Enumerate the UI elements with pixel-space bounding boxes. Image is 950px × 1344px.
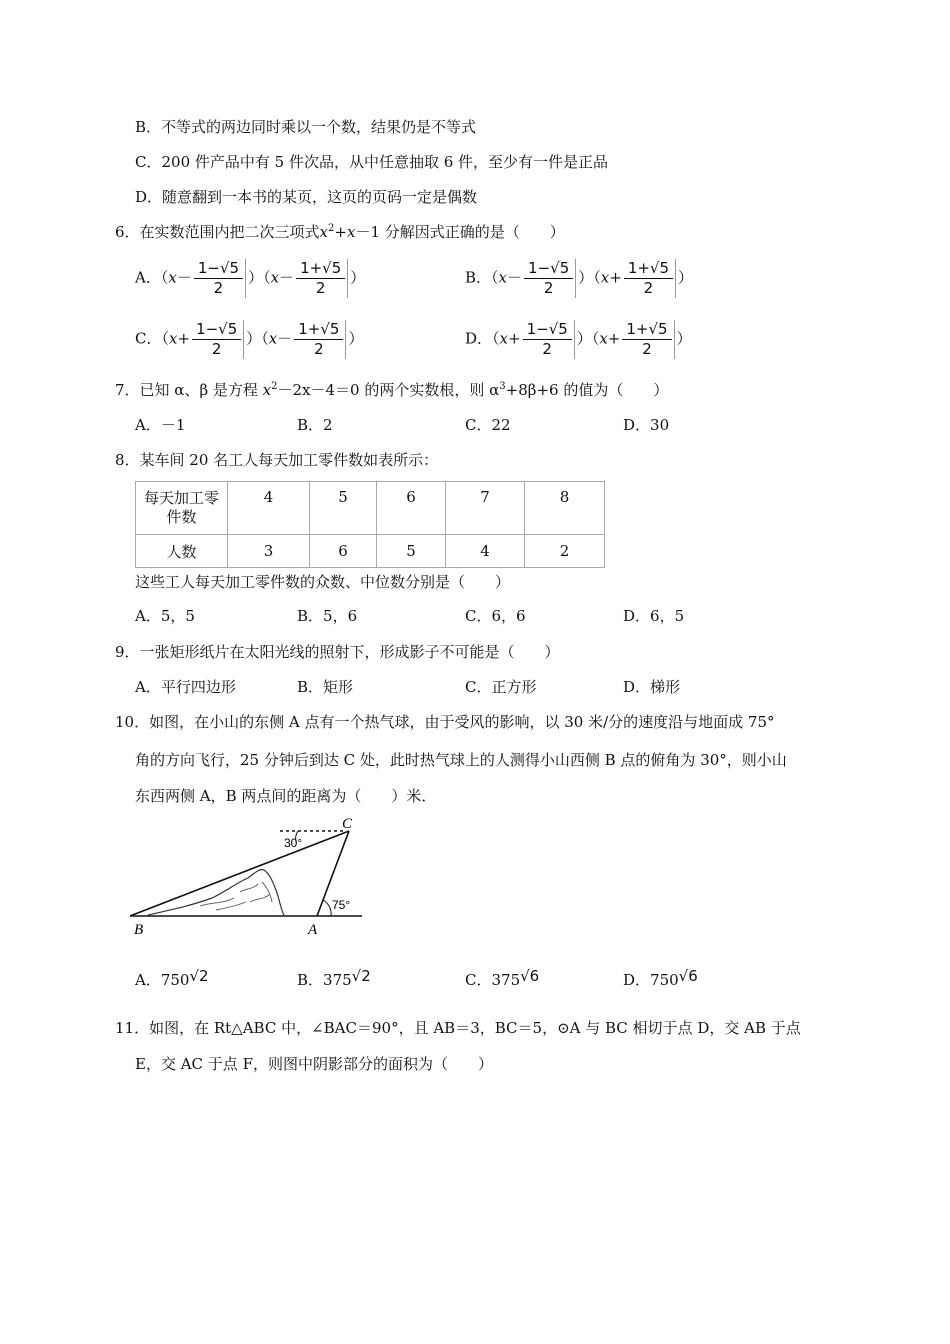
q11-line-1: 11．如图，在 Rt△ABC 中，∠BAC＝90°，且 AB＝3，BC＝5，⊙A 与 BC 相切于点 D，交 AB 于点	[115, 1019, 801, 1037]
q7-option-d: D．30	[623, 416, 670, 434]
denominator: 2	[542, 340, 552, 358]
q10-line-2: 角的方向飞行，25 分钟后到达 C 处，此时热气球上的人测得小山西侧 B 点的俯角为 30°，则小山	[135, 751, 787, 769]
denominator: 2	[642, 340, 652, 358]
fraction	[192, 320, 244, 359]
table-cell: 5	[310, 482, 377, 535]
q6-option-d: D．（x+ $\frac{1-√5}{2}$ ）（x+ $\frac{1+√5}{2}$ ）	[465, 320, 692, 358]
q6-stem-end: 分解因式正确的是（ ）	[384, 223, 565, 241]
sqrt-2: √2	[189, 967, 209, 985]
sqrt-6: √6	[520, 967, 540, 985]
numerator: 1−√5	[523, 320, 572, 340]
q6-option-b: B．（x－ $\frac{1-√5}{2}$ ）（x+ $\frac{1+√5}{2}$ ）	[465, 259, 694, 297]
table-row	[136, 482, 605, 535]
denominator: 2	[213, 279, 224, 297]
label-a: A	[308, 922, 318, 938]
q8-table	[135, 481, 605, 568]
q8-option-a: A．5，5	[135, 607, 195, 625]
q8-question: 这些工人每天加工零件数的众数、中位数分别是（ ）	[135, 573, 511, 591]
table-header-cell	[136, 482, 228, 535]
q7-stem: 7．已知 α、β 是方程 $x^2-2x-4=0$ 的两个实数根，则 $\alpha^3+8\beta+6$ 的值为（ ）	[115, 381, 669, 399]
q9-option-b: B．矩形	[297, 678, 354, 696]
q6-stem-start: 6．在实数范围内把二次三项式	[115, 223, 320, 241]
header-part: 件数	[166, 508, 197, 526]
q7-option-a: A．－1	[135, 416, 186, 434]
q6-option-a: A．（x－ $\frac{1-√5}{2}$ ）（x－ $\frac{1+√5}{2}$ ）	[135, 259, 366, 297]
q9-option-c: C．正方形	[465, 678, 537, 696]
option-text: B．375	[297, 971, 352, 989]
q8-option-c: C．6，6	[465, 607, 526, 625]
q7-stem-b: －2x－4＝0 的两个实数根，则 α	[277, 381, 500, 399]
q8-option-b: B．5，6	[297, 607, 358, 625]
q6-option-d-label: D．	[465, 329, 493, 348]
table-cell: 6	[310, 535, 377, 568]
option-text: C．375	[465, 971, 521, 989]
mountain-shading	[200, 882, 272, 910]
q8-option-d: D．6，5	[623, 607, 685, 625]
denominator: 2	[643, 279, 654, 297]
q5-option-b: B．不等式的两边同时乘以一个数，结果仍是不等式	[135, 118, 477, 136]
q7-stem-c: +8β+6 的值为（ ）	[505, 381, 669, 399]
q10-option-c	[465, 967, 540, 990]
table-cell: 4	[228, 482, 310, 535]
table-cell: 7	[446, 482, 525, 535]
header-part: 每天加工零	[143, 489, 219, 507]
label-30-degrees: 30°	[284, 836, 303, 850]
table-cell: 5	[377, 535, 446, 568]
q6-option-c-label: C．	[135, 329, 162, 348]
fraction	[622, 320, 674, 359]
angle-arc-75	[323, 900, 331, 916]
q10-option-a	[135, 967, 209, 990]
table-cell: 6	[377, 482, 446, 535]
fraction	[296, 259, 348, 298]
fraction	[624, 259, 676, 298]
mountain-outline	[148, 869, 284, 915]
numerator: 1−√5	[192, 320, 241, 340]
label-c: C	[342, 816, 353, 832]
q6-stem: 6．在实数范围内把二次三项式$x^2+x-1$ 分解因式正确的是（ ）	[115, 223, 565, 241]
q11-line-2: E，交 AC 于点 F，则图中阴影部分的面积为（ ）	[135, 1055, 493, 1073]
q7-option-b: B．2	[297, 416, 333, 434]
numerator: 1−√5	[194, 259, 243, 279]
sqrt-6: √6	[678, 967, 698, 985]
table-header-cell: 人数	[136, 535, 228, 568]
q10-figure	[130, 812, 366, 938]
numerator: 1+√5	[294, 320, 343, 340]
q6-option-a-label: A．	[135, 268, 161, 287]
fraction	[194, 259, 246, 298]
label-75-degrees: 75°	[332, 898, 351, 912]
numerator: 1+√5	[624, 259, 673, 279]
q6-option-c: C．（x+ $\frac{1-√5}{2}$ ）（x－ $\frac{1+√5}{2}$ ）	[135, 320, 364, 358]
q7-stem-a: 7．已知 α、β 是方程	[115, 381, 258, 399]
label-b: B	[134, 922, 144, 938]
q10-line-1: 10．如图，在小山的东侧 A 点有一个热气球，由于受风的影响，以 30 米/分的速度沿与地面成 75°	[115, 713, 775, 731]
table-cell: 3	[228, 535, 310, 568]
numerator: 1−√5	[524, 259, 573, 279]
denominator: 2	[543, 279, 554, 297]
denominator: 2	[211, 340, 222, 358]
table-cell: 4	[446, 535, 525, 568]
line-bc	[130, 831, 349, 916]
option-text: D．750	[623, 971, 679, 989]
q9-option-a: A．平行四边形	[135, 678, 236, 696]
denominator: 2	[314, 340, 324, 358]
fraction	[523, 320, 575, 359]
denominator: 2	[315, 279, 326, 297]
table-row	[136, 535, 605, 568]
table-cell: 2	[525, 535, 605, 568]
q9-stem: 9．一张矩形纸片在太阳光线的照射下，形成影子不可能是（ ）	[115, 643, 560, 661]
numerator: 1+√5	[296, 259, 345, 279]
fraction	[524, 259, 576, 298]
q5-option-c: C．200 件产品中有 5 件次品，从中任意抽取 6 件，至少有一件是正品	[135, 153, 609, 171]
sqrt-2: √2	[351, 967, 371, 985]
q5-option-d: D．随意翻到一本书的某页，这页的页码一定是偶数	[135, 188, 478, 206]
q10-line-3: 东西两侧 A，B 两点间的距离为（ ）米．	[135, 787, 437, 805]
q9-option-d: D．梯形	[623, 678, 681, 696]
fraction	[294, 320, 346, 359]
q8-stem: 8．某车间 20 名工人每天加工零件数如表所示：	[115, 451, 439, 469]
q10-option-d	[623, 967, 698, 990]
option-text: A．750	[135, 971, 190, 989]
q7-option-c: C．22	[465, 416, 511, 434]
q10-option-b	[297, 967, 371, 990]
numerator: 1+√5	[622, 320, 671, 340]
q6-option-b-label: B．	[465, 268, 492, 287]
table-cell: 8	[525, 482, 605, 535]
